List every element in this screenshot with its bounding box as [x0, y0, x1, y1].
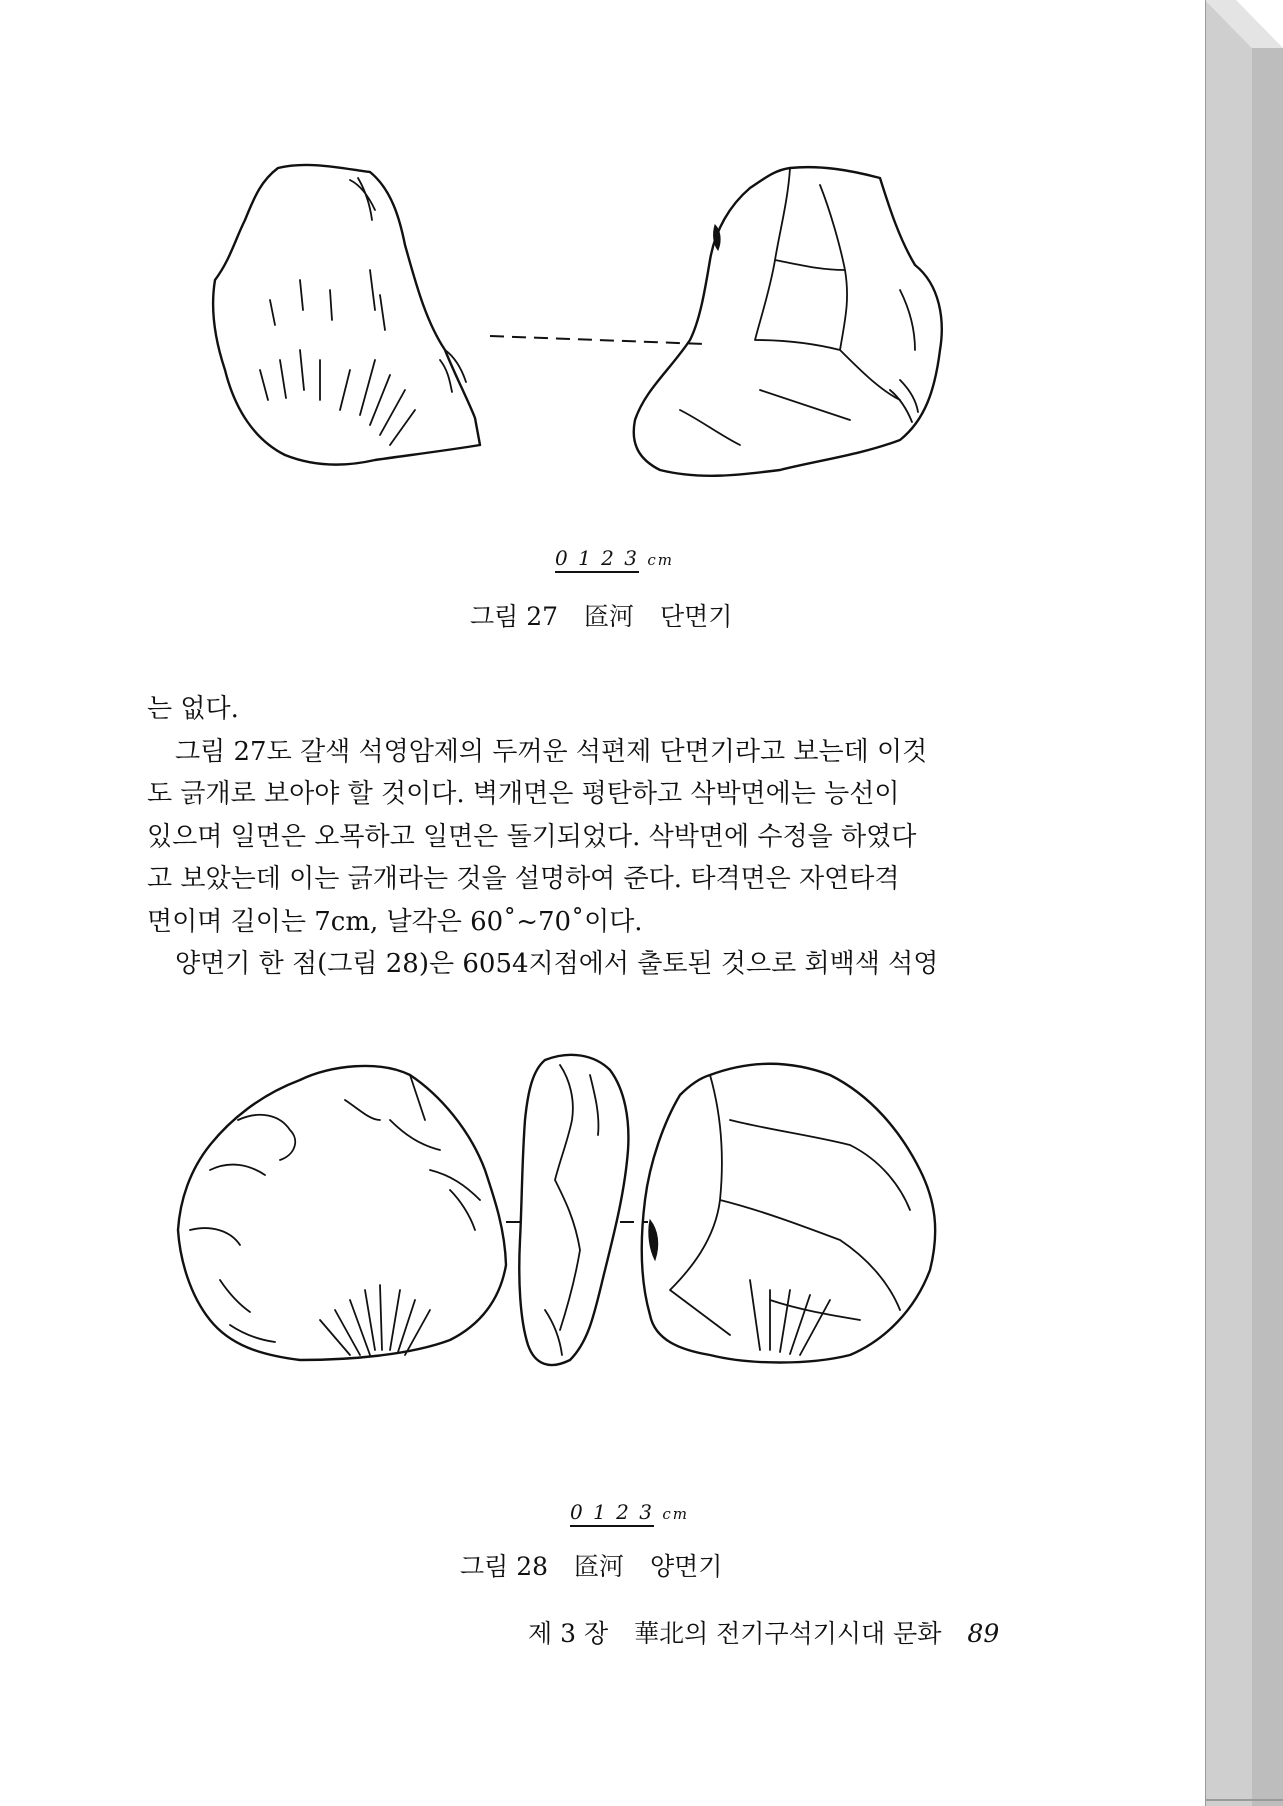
chapter-label: 제 3 장 — [528, 1619, 609, 1648]
scale-numbers: 0 1 2 3 — [570, 1500, 654, 1527]
caption-label: 그림 27 — [470, 602, 559, 631]
scale-unit: cm — [662, 1505, 689, 1523]
text-line: 고 보았는데 이는 긁개라는 것을 설명하여 준다. 타격면은 자연타격 — [147, 864, 900, 894]
text-line: 는 없다. — [147, 694, 239, 724]
running-footer — [528, 1614, 999, 1650]
scale-unit: cm — [647, 551, 674, 569]
text-line: 면이며 길이는 7cm, 날각은 60˚~70˚이다. — [147, 906, 643, 937]
page-number: 89 — [967, 1619, 1000, 1648]
figure-28-caption — [460, 1547, 740, 1583]
figure-28-scale-bar — [570, 1500, 689, 1524]
text-line: 그림 27도 갈색 석영암제의 두꺼운 석편제 단면기라고 보는데 이것 — [175, 736, 928, 767]
chapter-title: 華北의 전기구석기시대 문화 — [634, 1619, 942, 1648]
text-line: 양면기 한 점(그림 28)은 6054지점에서 출토된 것으로 회백색 석영 — [175, 949, 939, 979]
figure-27-caption — [470, 597, 750, 633]
figure-27-scale-bar — [555, 546, 674, 570]
caption-site: 匼河 — [574, 1552, 625, 1581]
figure-28-drawing — [150, 1050, 1030, 1410]
caption-label: 그림 28 — [460, 1552, 549, 1581]
caption-site: 匼河 — [584, 602, 635, 631]
figure-27-drawing — [200, 150, 980, 550]
body-text — [147, 688, 1047, 986]
caption-title: 양면기 — [649, 1552, 723, 1581]
text-line: 도 긁개로 보아야 할 것이다. 벽개면은 평탄하고 삭박면에는 능선이 — [147, 779, 900, 809]
caption-title: 단면기 — [659, 602, 733, 631]
text-line: 있으며 일면은 오목하고 일면은 돌기되었다. 삭박면에 수정을 하였다 — [147, 821, 917, 852]
scale-numbers: 0 1 2 3 — [555, 546, 639, 573]
